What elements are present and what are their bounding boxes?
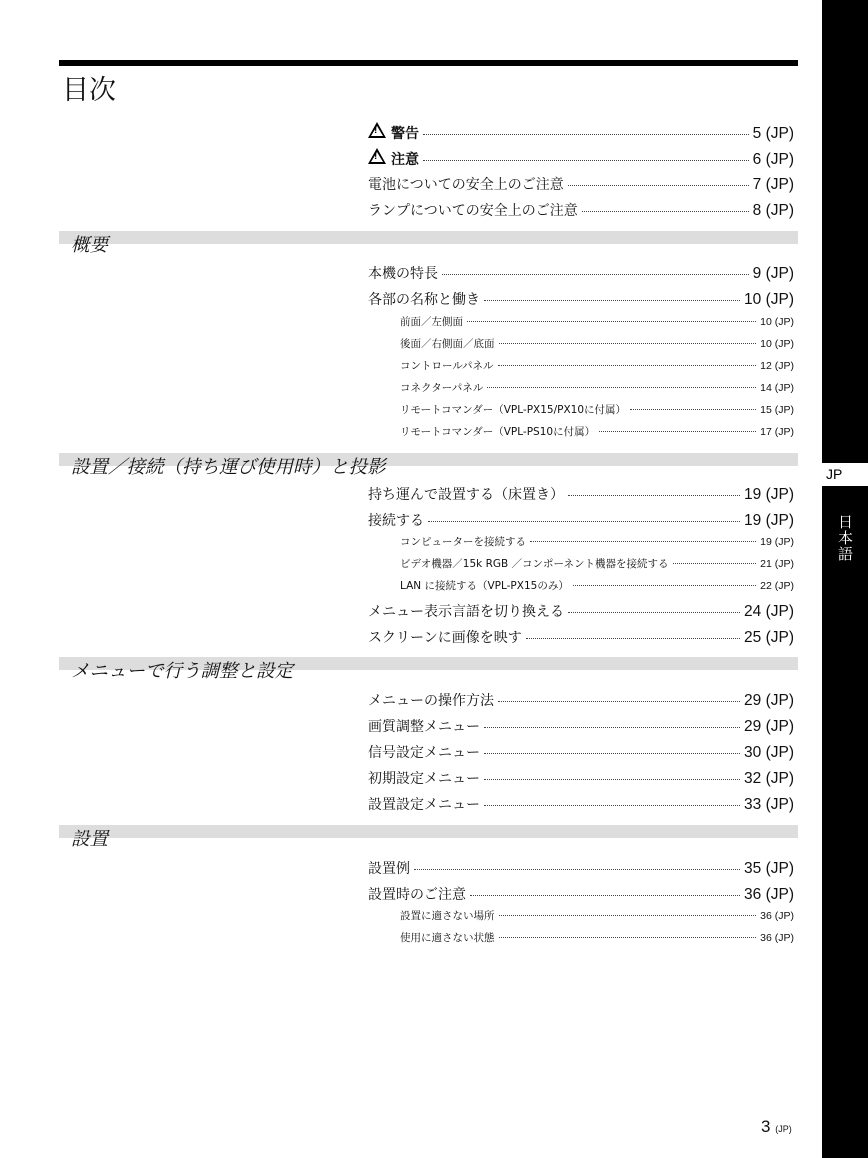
toc-entry-text: ランプについての安全上のご注意 — [368, 203, 578, 219]
toc-page-number: 19 (JP) — [760, 536, 794, 548]
toc-entry[interactable] — [368, 601, 794, 621]
toc-entry-text: 持ち運んで設置する（床置き） — [368, 487, 564, 503]
toc-entry-text: 設置に適さない場所 — [400, 910, 495, 922]
toc-page-number: 14 (JP) — [760, 382, 794, 394]
dot-leader — [499, 915, 757, 916]
toc-entry-text: ビデオ機器／15k RGB ／コンポーネント機器を接続する — [400, 558, 669, 570]
toc-subentry[interactable] — [400, 402, 794, 417]
dot-leader — [484, 727, 740, 728]
toc-subentry[interactable] — [400, 556, 794, 571]
dot-leader — [414, 869, 740, 870]
toc-page-number: 36 (JP) — [760, 910, 794, 922]
toc-entry-text: 注意 — [391, 152, 419, 168]
dot-leader — [442, 274, 749, 275]
toc-subentry[interactable] — [400, 336, 794, 351]
toc-entry[interactable] — [368, 627, 794, 647]
toc-entry[interactable] — [368, 289, 794, 309]
toc-entry-text: コネクターパネル — [400, 382, 484, 394]
toc-entry-text: リモートコマンダー（VPL-PS10に付属） — [400, 426, 596, 438]
dot-leader — [573, 585, 756, 586]
section-heading: 設置／接続（持ち運び使用時）と投影 — [71, 457, 386, 478]
side-tab-code: JP — [822, 463, 868, 486]
toc-page-number: 21 (JP) — [760, 558, 794, 570]
caution-icon — [368, 148, 386, 164]
section-heading: 概要 — [71, 235, 109, 256]
toc-page-number: 36 (JP) — [760, 932, 794, 944]
dot-leader — [498, 365, 757, 366]
toc-entry-text: 設置設定メニュー — [368, 797, 480, 813]
toc-entry-text: 画質調整メニュー — [368, 719, 480, 735]
toc-entry-text: 本機の特長 — [368, 266, 438, 282]
toc-page-number: 29 (JP) — [744, 692, 794, 709]
toc-entry[interactable] — [368, 794, 794, 814]
dot-leader — [423, 134, 749, 135]
section-bar — [59, 231, 798, 244]
toc-page-number: 9 (JP) — [752, 265, 794, 282]
toc-subentry[interactable] — [400, 908, 794, 923]
toc-entry-text: メニュー表示言語を切り換える — [368, 604, 564, 620]
toc-page-number: 7 (JP) — [752, 176, 794, 193]
toc-entry-text: 接続する — [368, 513, 424, 529]
dot-leader — [630, 409, 756, 410]
dot-leader — [499, 343, 757, 344]
toc-entry-text: (JP) — [775, 1124, 792, 1134]
toc-entry-text: 各部の名称と働き — [368, 292, 480, 308]
toc-entry-text: 警告 — [391, 126, 419, 142]
dot-leader — [428, 521, 740, 522]
dot-leader — [470, 895, 740, 896]
toc-subentry[interactable] — [400, 380, 794, 395]
toc-entry-text: 使用に適さない状態 — [400, 932, 495, 944]
toc-entry-text: 初期設定メニュー — [368, 771, 480, 787]
toc-entry-text: 信号設定メニュー — [368, 745, 480, 761]
toc-page-number: 32 (JP) — [744, 770, 794, 787]
toc-subentry[interactable] — [400, 358, 794, 373]
toc-entry-text: 設置時のご注意 — [368, 887, 466, 903]
toc-subentry[interactable] — [400, 424, 794, 439]
toc-page-number: 6 (JP) — [752, 151, 794, 168]
toc-entry-text: コントロールパネル — [400, 360, 494, 372]
dot-leader — [484, 300, 740, 301]
dot-leader — [484, 779, 740, 780]
section-bar — [59, 825, 798, 838]
toc-entry[interactable] — [368, 484, 794, 504]
toc-entry[interactable] — [368, 858, 794, 878]
toc-page-number: 10 (JP) — [760, 316, 794, 328]
toc-subentry[interactable] — [400, 930, 794, 945]
toc-entry[interactable] — [368, 884, 794, 904]
dot-leader — [526, 638, 740, 639]
section-heading: 設置 — [71, 829, 109, 850]
toc-entry-text: コンピューターを接続する — [400, 536, 526, 548]
toc-page-number: 8 (JP) — [752, 202, 794, 219]
toc-entry[interactable] — [368, 200, 794, 220]
toc-page-number: 10 (JP) — [760, 338, 794, 350]
toc-entry[interactable] — [368, 263, 794, 283]
dot-leader — [530, 541, 756, 542]
toc-page-number: 12 (JP) — [760, 360, 794, 372]
toc-entry[interactable] — [368, 174, 794, 194]
warning-icon — [368, 122, 386, 138]
dot-leader — [467, 321, 756, 322]
toc-page-number: 30 (JP) — [744, 744, 794, 761]
toc-page-number: 17 (JP) — [760, 426, 794, 438]
toc-page-number: 33 (JP) — [744, 796, 794, 813]
toc-entry-caution[interactable] — [368, 148, 794, 169]
section-heading: メニューで行う調整と設定 — [71, 661, 294, 682]
toc-entry-text: LAN に接続する（VPL-PX15のみ） — [400, 580, 569, 592]
toc-entry-text: 後面／右側面／底面 — [400, 338, 495, 350]
toc-page-number: 35 (JP) — [744, 860, 794, 877]
toc-entry-text: 前面／左側面 — [400, 316, 463, 328]
dot-leader — [498, 701, 740, 702]
dot-leader — [484, 753, 740, 754]
dot-leader — [582, 211, 749, 212]
toc-page-number: 22 (JP) — [760, 580, 794, 592]
dot-leader — [599, 431, 756, 432]
dot-leader — [484, 805, 740, 806]
toc-page-number: 25 (JP) — [744, 629, 794, 646]
toc-entry[interactable] — [368, 768, 794, 788]
toc-entry[interactable] — [368, 510, 794, 530]
side-tab-bar — [822, 0, 868, 1158]
toc-page-number: 24 (JP) — [744, 603, 794, 620]
title-rule — [59, 60, 798, 66]
toc-page-number: 19 (JP) — [744, 486, 794, 503]
dot-leader — [499, 937, 757, 938]
page-title: 目次 — [62, 75, 116, 106]
toc-subentry[interactable] — [400, 314, 794, 329]
toc-page-number: 29 (JP) — [744, 718, 794, 735]
toc-entry[interactable] — [368, 742, 794, 762]
dot-leader — [423, 160, 749, 161]
toc-entry-text: 設置例 — [368, 861, 410, 877]
toc-page-number: 19 (JP) — [744, 512, 794, 529]
toc-page-number: 10 (JP) — [744, 291, 794, 308]
toc-page-number: 5 (JP) — [752, 125, 794, 142]
toc-entry-text: メニューの操作方法 — [368, 693, 494, 709]
toc-page-number: 36 (JP) — [744, 886, 794, 903]
side-tab-language: 日本語 — [836, 514, 854, 562]
dot-leader — [568, 612, 740, 613]
toc-subentry[interactable] — [400, 534, 794, 549]
toc-subentry[interactable] — [400, 578, 794, 593]
toc-entry-warning[interactable] — [368, 122, 794, 143]
dot-leader — [568, 185, 749, 186]
toc-entry[interactable] — [368, 716, 794, 736]
toc-entry-text: スクリーンに画像を映す — [368, 630, 522, 646]
dot-leader — [568, 495, 740, 496]
dot-leader — [487, 387, 756, 388]
toc-entry-text: 3 — [761, 1117, 771, 1136]
toc-entry-text: 電池についての安全上のご注意 — [368, 177, 564, 193]
page-number — [761, 1117, 792, 1137]
toc-page-number: 15 (JP) — [760, 404, 794, 416]
toc-entry-text: リモートコマンダー（VPL-PX15/PX10に付属） — [400, 404, 627, 416]
dot-leader — [673, 563, 757, 564]
toc-entry[interactable] — [368, 690, 794, 710]
